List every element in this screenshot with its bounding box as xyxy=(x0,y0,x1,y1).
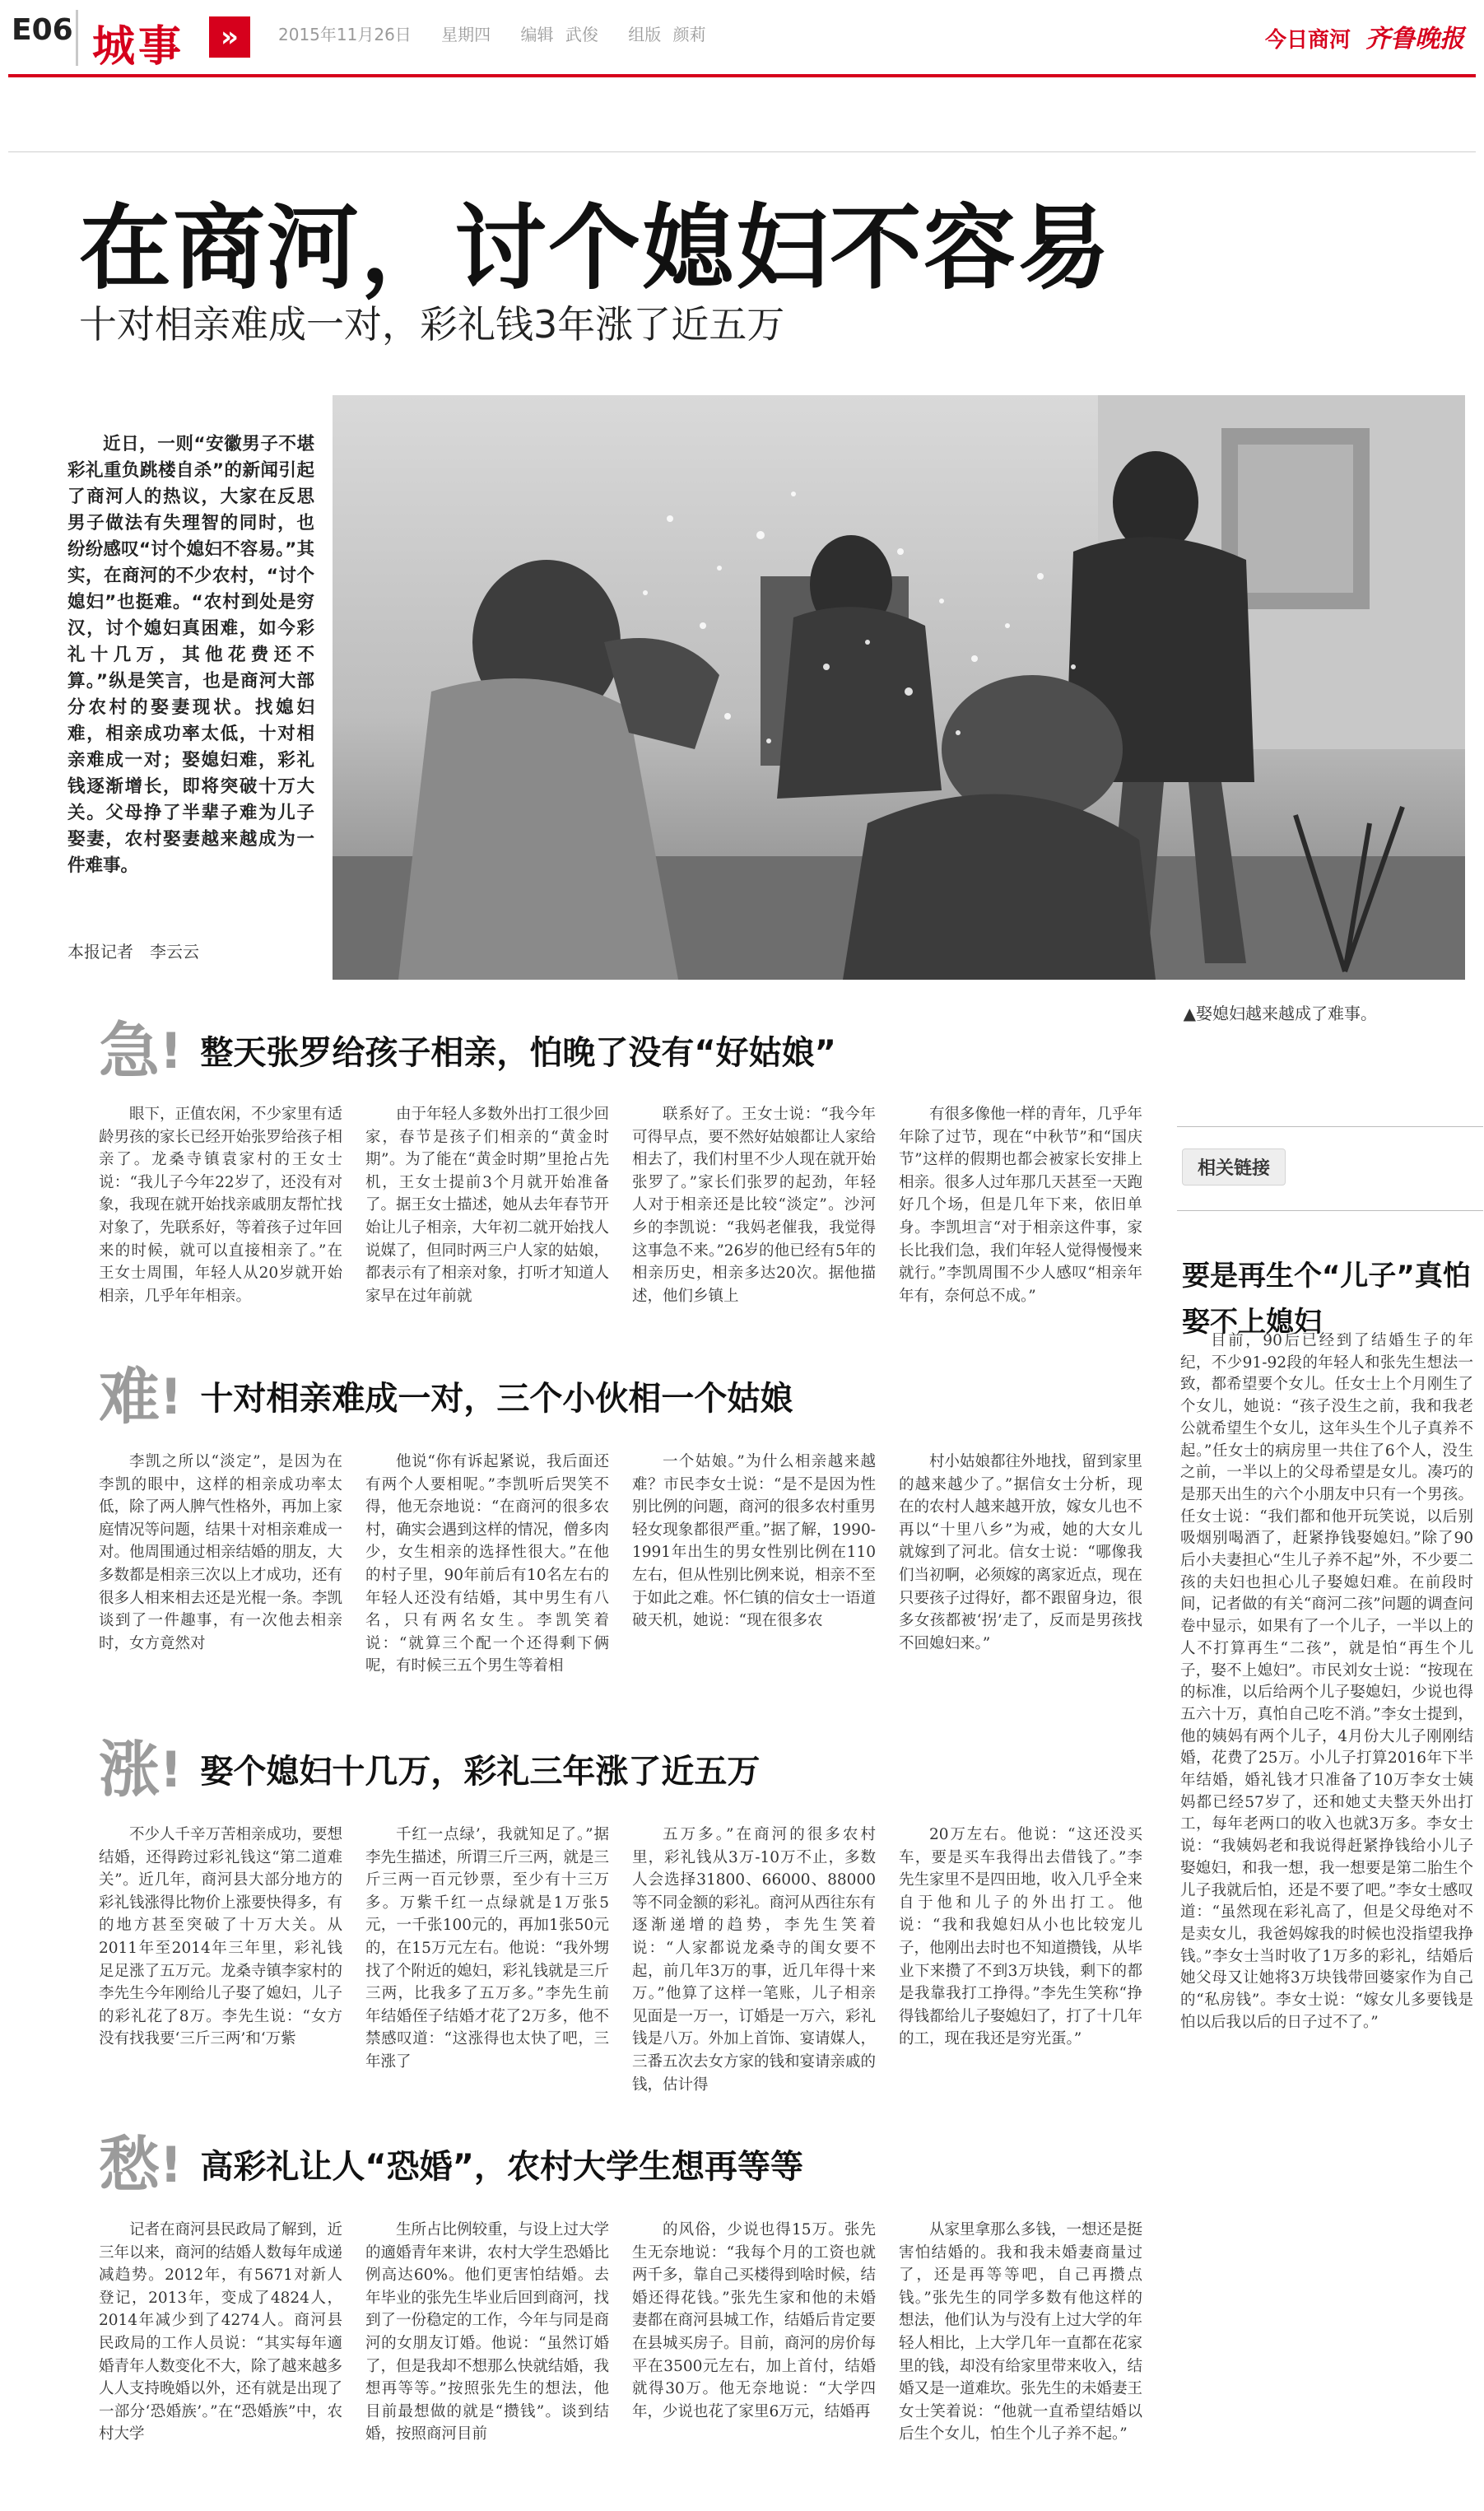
article-column: 有很多像他一样的青年，几乎年年除了过节，现在“中秋节”和“国庆节”这样的假期也都会被家长安排上相亲。很多人过年那几天甚至一天跑好几个场，但是几年下来，依旧单身。李凯坦言“对于相亲这件事，家长比我们急，我们年轻人觉得慢慢来就行。”李凯周围不少人感叹“相亲年年有，奈何总不成。” xyxy=(899,1106,1142,1305)
article-column: 五万多。”在商河的很多农村里，彩礼钱从3万-10万不止，多数人会选择31800、66000、88000等不同金额的彩礼。商河从西往东有逐渐递增的趋势，李先生笑着说：“人家都说龙桑寺的闺女要不起，前几年3万的事，近几年得十来万。”他算了这样一笔账，儿子相亲见面是一万一，订婚是一万六，彩礼钱是八万。外加上首饰、宴请媒人，三番五次去女方家的钱和宴请亲戚的钱，估计得 xyxy=(632,1826,876,2094)
section-mark: 愁 xyxy=(99,2130,160,2201)
sidebar-rule xyxy=(1177,1210,1483,1211)
exclamation-mark: ! xyxy=(160,1023,183,1080)
article-column: 眼下，正值农闲，不少家里有适龄男孩的家长已经开始张罗给孩子相亲了。龙桑寺镇袁家村的王女士说：“我儿子今年22岁了，还没有对象，我现在就开始找亲戚朋友帮忙找对象了，先联系好，等着孩子过年回来的时候，就可以直接相亲了。”在王女士周围，年轻人从20岁就开始相亲，几乎年年相亲。 xyxy=(99,1106,342,1305)
section-head-worry xyxy=(99,2128,803,2202)
byline-role: 本报记者 xyxy=(67,942,133,962)
sidebar-body: 目前，90后已经到了结婚生子的年纪，不少91-92段的年轻人和张先生想法一致，都希望要个女儿。任女士上个月刚生了个女儿，她说：“孩子没生之前，我和我老公就希望生个女儿，这年头生个儿子真养不起。”任女士的病房里一共住了6个人，没生之前，一半以上的父母希望是女儿。凑巧的是那天出生的六个小朋友中只有一个男孩。任女士说：“我们都和他开玩笑说，以后别吸烟别喝酒了，赶紧挣钱娶媳妇。”除了90后小夫妻担心“生儿子养不起”外，不少要二孩的夫妇也担心儿子娶媳妇难。在前段时间，记者做的有关“商河二孩”问题的调查问卷中显示，如果有了一个儿子，一半以上的人不打算再生“二孩”，就是怕“再生个儿子，娶不上媳妇”。市民刘女士说：“按现在的标准，以后给两个儿子娶媳妇，少说也得五六十万，真怕自己吃不消。”李女士提到，他的姨妈有两个儿子，4月份大儿子刚刚结婚，花费了25万。小儿子打算2016年下半年结婚，婚礼钱才只准备了10万李女士姨妈都已经57岁了，还和她丈夫整天外出打工，每年老两口的收入也就3万多。李女士说：“我姨妈老和我说得赶紧挣钱给小儿子娶媳妇，和我一想，我一想要是第二胎生个儿子我就后怕，还是不要了吧。”李女士感叹道：“虽然现在彩礼高了，但是父母绝对不是卖女儿，我爸妈嫁我的时候也没指望我挣钱。”李女士当时收了1万多的彩礼，结婚后她父母又让她将3万块钱带回婆家作为自己的“私房钱”。李女士说：“嫁女儿多要钱是怕以后我以后的日子过不了。” xyxy=(1180,1332,1473,2031)
article-column: 由于年轻人多数外出打工很少回家，春节是孩子们相亲的“黄金时期”。为了能在“黄金时期”里抢占先机，王女士提前3个月就开始准备了。据王女士描述，她从去年春节开始让儿子相亲，大年初二就开始找人说媒了，但同时两三户人家的姑娘，都表示有了相亲对象，打听才知道人家早在过年前就 xyxy=(365,1106,609,1305)
sidebar-rule-top xyxy=(1177,1126,1483,1127)
exclamation-mark: ! xyxy=(160,1741,183,1799)
article-column: 李凯之所以“淡定”，是因为在李凯的眼中，这样的相亲成功率太低，除了两人脾气性格外，再加上家庭情况等问题，结果十对相亲难成一对。他周围通过相亲结婚的朋友，大多数都是相亲三次以上才成功，还有很多人相来相去还是光棍一条。李凯谈到了一件趣事，有一次他去相亲时，女方竟然对 xyxy=(99,1453,342,1652)
related-link-tag: 相关链接 xyxy=(1182,1148,1286,1186)
sidebar-title: 要是再生个“儿子”真怕娶不上媳妇 xyxy=(1182,1260,1471,1339)
layout-credit: 组版 颜莉 xyxy=(628,25,706,44)
issue-date: 2015年11月26日 xyxy=(278,25,412,44)
section-mark: 急 xyxy=(99,1016,160,1087)
byline-name: 李云云 xyxy=(150,942,199,962)
masthead-meta xyxy=(278,21,724,45)
news-photo xyxy=(333,395,1465,980)
issue-weekday: 星期四 xyxy=(441,25,491,44)
section-head-hard xyxy=(99,1360,793,1434)
double-chevron-icon: » xyxy=(209,16,250,58)
section-name: 城事 xyxy=(92,22,185,72)
headline: 在商河，讨个媳妇不容易 xyxy=(79,195,1111,302)
lead-paragraph: 近日，一则“安徽男子不堪彩礼重负跳楼自杀”的新闻引起了商河人的热议，大家在反思男子做法有失理智的同时，也纷纷感叹“讨个媳妇不容易。”其实，在商河的不少农村，“讨个媳妇”也挺难。“农村到处是穷汉，讨个媳妇真困难，如今彩礼十几万，其他花费还不算。”纵是笑言，也是商河大部分农村的娶妻现状。找媳妇难，相亲成功率太低，十对相亲难成一对；娶媳妇难，彩礼钱逐渐增长，即将突破十万大关。父母挣了半辈子难为儿子娶妻，农村娶妻越来越成为一件难事。 xyxy=(67,434,314,876)
paper-logo: 齐鲁晚报 xyxy=(1365,25,1464,54)
section-title: 十对相亲难成一对，三个小伙相一个姑娘 xyxy=(200,1380,793,1418)
article-column: 村小姑娘都往外地找，留到家里的越来越少了。”据信女士分析，现在的农村人越来越开放，嫁女儿也不再以“十里八乡”为戒，她的大女儿就嫁到了河北。信女士说：“哪像我们当初啊，必须嫁的离家近点，现在只要孩子过得好，都不跟留身边，很多女孩都被‘拐’走了，反而是男孩找不回媳妇来。” xyxy=(899,1453,1142,1652)
photo-illustration xyxy=(333,395,1465,980)
masthead-divider xyxy=(76,10,78,66)
article-column: 不少人千辛万苦相亲成功，要想结婚，还得跨过彩礼钱这“第二道难关”。近几年，商河县大部分地方的彩礼钱涨得比物价上涨要快得多，有的地方甚至突破了十万大关。从2011年至2014年三年里，彩礼钱足足涨了五万元。龙桑寺镇李家村的李先生今年刚给儿子娶了媳妇，儿子的彩礼花了8万。李先生说：“女方没有找我要‘三斤三两’和‘万紫 xyxy=(99,1826,342,2048)
photo-caption: ▲娶媳妇越来越成了难事。 xyxy=(1183,1004,1377,1023)
subheadline: 十对相亲难成一对，彩礼钱3年涨了近五万 xyxy=(79,302,785,347)
article-column: 生所占比例较重，与设上过大学的適婚青年来讲，农村大学生恐婚比例高达60%。他们更害怕结婚。去年毕业的张先生毕业后回到商河，找到了一份稳定的工作，今年与同是商河的女朋友订婚。他说：“虽然订婚了，但是我却不想那么快就结婚，我想再等等。”按照张先生的想法，他目前最想做的就是“攒钱”。谈到结婚，按照商河目前 xyxy=(365,2221,609,2443)
header-divider xyxy=(8,151,1476,152)
editor-credit: 编辑 武俊 xyxy=(520,25,598,44)
section-title: 整天张罗给孩子相亲，怕晚了没有“好姑娘” xyxy=(200,1034,836,1072)
article-column: 记者在商河县民政局了解到，近三年以来，商河的结婚人数每年成递减趋势。2012年，有5671对新人登记，2013年，变成了4824人，2014年减少到了4274人。商河县民政局的工作人员说：“其实每年適婚青年人数变化不大，除了越来越多人人支持晚婚以外，还有就是出现了一部分‘恐婚族’。”在“恐婚族”中，农村大学 xyxy=(99,2221,342,2443)
page-number: E06 xyxy=(12,13,73,47)
article-column: 千红一点绿’，我就知足了。”据李先生描述，所谓三斤三两，就是三斤三两一百元钞票，至少有十三万多。万紫千红一点绿就是1万张5元，一千张100元的，再加1张50元的，在15万元左右。他说：“我外甥找了个附近的媳妇，彩礼钱就是三斤三两，比我多了五万多。”李先生前年结婚侄子结婚才花了2万多，他不禁感叹道：“这涨得也太快了吧，三年涨了 xyxy=(365,1826,609,2071)
section-title: 娶个媳妇十几万，彩礼三年涨了近五万 xyxy=(200,1753,761,1791)
masthead-rule xyxy=(8,74,1476,77)
section-title: 高彩礼让人“恐婚”，农村大学生想再等等 xyxy=(200,2148,803,2186)
article-column: 联系好了。王女士说：“我今年可得早点，要不然好姑娘都让人家给相去了，我们村里不少人现在就开始张罗了。”家长们张罗的起劲，年轻人对于相亲还是比较“淡定”。沙河乡的李凯说：“我妈老催我，我觉得这事急不来。”26岁的他已经有5年的相亲历史，相亲多达20次。据他描述，他们乡镇上 xyxy=(632,1106,876,1305)
section-head-rise xyxy=(99,1733,760,1807)
exclamation-mark: ! xyxy=(160,1368,183,1426)
masthead xyxy=(0,0,1484,82)
article-column: 20万左右。他说：“这还没买车，要是买车我得出去借钱了。”李先生家里不是四田地，收入几乎全来自于他和儿子的外出打工。他说：“我和我媳妇从小也比较宠儿子，他刚出去时也不知道攒钱，从毕业下来攒了不到3万块钱，剩下的都是我靠我打工挣得。”李先生笑称“挣得钱都给儿子娶媳妇了，打了十几年的工，现在我还是穷光蛋。” xyxy=(899,1826,1142,2048)
byline xyxy=(67,939,216,962)
column-name: 今日商河 xyxy=(1264,28,1351,53)
section-head-rush xyxy=(99,1014,836,1088)
section-mark: 难 xyxy=(99,1362,160,1433)
article-column: 从家里拿那么多钱，一想还是挺害怕结婚的。我和我未婚妻商量过了，还是再等等吧，自己再攒点钱。”张先生的同学多数有他这样的想法，他们认为与没有上过大学的年轻人相比，上大学几年一直都在花家里的钱，却没有给家里带来收入，结婚又是一道难坎。张先生的未婚妻王女士笑着说：“他就一直希望结婚以后生个女儿，怕生个儿子养不起。” xyxy=(899,2221,1142,2443)
exclamation-mark: ! xyxy=(160,2136,183,2194)
article-column: 他说“你有诉起紧说，我后面还有两个人要相呢。”李凯听后哭笑不得，他无奈地说：“在商河的很多农村，确实会遇到这样的情况，僧多肉少，女生相亲的选择性很大。”在他的村子里，90年前后有10名左右的年轻人还没有结婚，其中男生有八名，只有两名女生。李凯笑着说：“就算三个配一个还得剩下俩呢，有时候三五个男生等着相 xyxy=(365,1453,609,1675)
article-column: 一个姑娘。”为什么相亲越来越难？市民李女士说：“是不是因为性别比例的问题，商河的很多农村重男轻女现象都很严重。”据了解，1990-1991年出生的男女性别比例在110左右，但从性别比例来说，相亲不至于如此之难。怀仁镇的信女士一语道破天机，她说：“现在很多农 xyxy=(632,1453,876,1630)
section-mark: 涨 xyxy=(99,1735,160,1805)
masthead-right xyxy=(1265,18,1464,54)
article-column: 的风俗，少说也得15万。张先生无奈地说：“我每个月的工资也就两千多，靠自己买楼得到啥时候，结婚还得花钱。”张先生家和他的未婚妻都在商河县城工作，结婚后肯定要在县城买房子。目前，商河的房价每平在3500元左右，加上首付，结婚就得30万。他无奈地说：“大学四年，少说也花了家里6万元，结婚再 xyxy=(632,2221,876,2420)
